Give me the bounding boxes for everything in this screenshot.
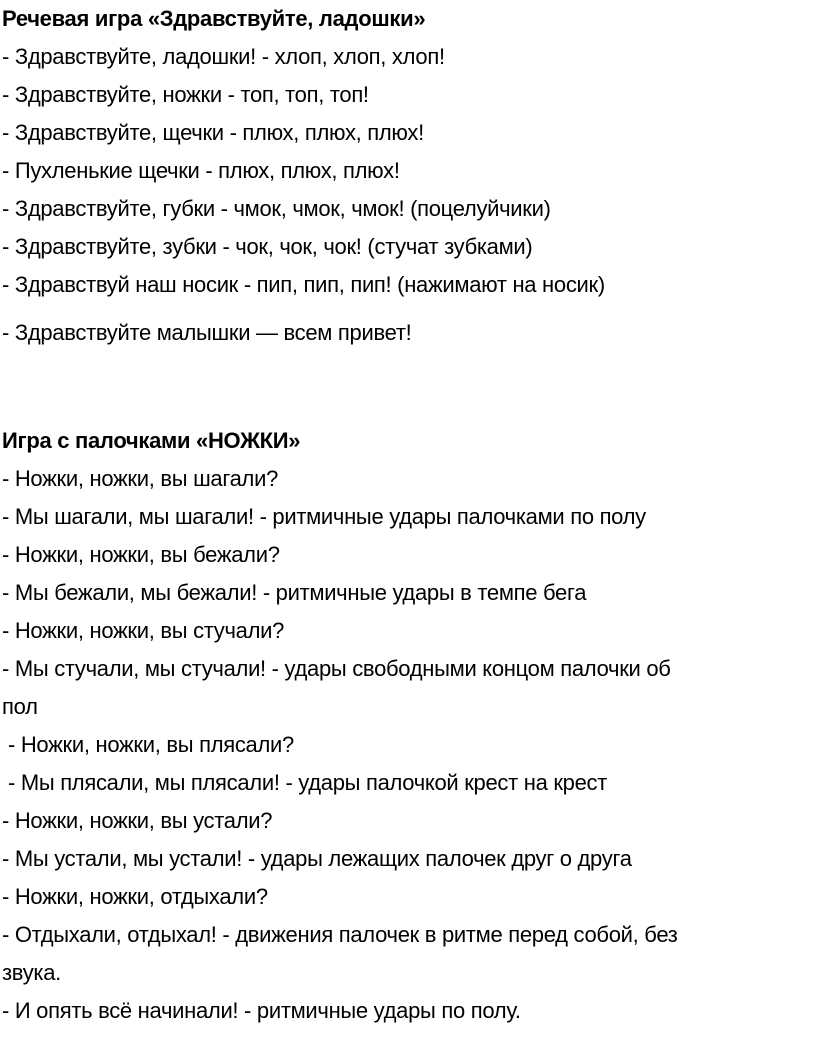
text-line-continuation: пол: [2, 694, 38, 719]
text-line: - Здравствуйте малышки — всем привет!: [2, 320, 412, 345]
text-line: - Здравствуйте, ладошки! - хлоп, хлоп, хлоп!: [2, 44, 445, 69]
text-line: - Здравствуй наш носик - пип, пип, пип! (нажимают на носик): [2, 272, 605, 297]
text-line: - Мы стучали, мы стучали! - удары свободными концом палочки об: [2, 656, 671, 681]
text-line: - Мы бежали, мы бежали! - ритмичные удары в темпе бега: [2, 580, 587, 605]
text-line: - Здравствуйте, ножки - топ, топ, топ!: [2, 82, 369, 107]
text-line: - Ножки, ножки, вы бежали?: [2, 542, 280, 567]
text-line: - Пухленькие щечки - плюх, плюх, плюх!: [2, 158, 400, 183]
text-line: - Мы устали, мы устали! - удары лежащих палочек друг о друга: [2, 846, 632, 871]
text-line: - Мы плясали, мы плясали! - удары палочкой крест на крест: [8, 770, 607, 795]
text-line: - Мы шагали, мы шагали! - ритмичные удары палочками по полу: [2, 504, 646, 529]
text-line: - Ножки, ножки, вы стучали?: [2, 618, 285, 643]
text-line: - И опять всё начинали! - ритмичные удары по полу.: [2, 998, 521, 1023]
text-line: - Здравствуйте, щечки - плюх, плюх, плюх!: [2, 120, 424, 145]
text-line: - Ножки, ножки, вы шагали?: [2, 466, 278, 491]
text-line-continuation: звука.: [2, 960, 61, 985]
text-line: - Ножки, ножки, отдыхали?: [2, 884, 268, 909]
section-title-sticks-game: Игра с палочками «НОЖКИ»: [2, 428, 301, 453]
text-line: - Отдыхали, отдыхал! - движения палочек в ритме перед собой, без: [2, 922, 678, 947]
section-title-greeting-game: Речевая игра «Здравствуйте, ладошки»: [2, 6, 426, 31]
text-line: - Ножки, ножки, вы плясали?: [8, 732, 294, 757]
text-line: - Ножки, ножки, вы устали?: [2, 808, 273, 833]
text-line: - Здравствуйте, зубки - чок, чок, чок! (стучат зубками): [2, 234, 533, 259]
text-line: - Здравствуйте, губки - чмок, чмок, чмок! (поцелуйчики): [2, 196, 551, 221]
